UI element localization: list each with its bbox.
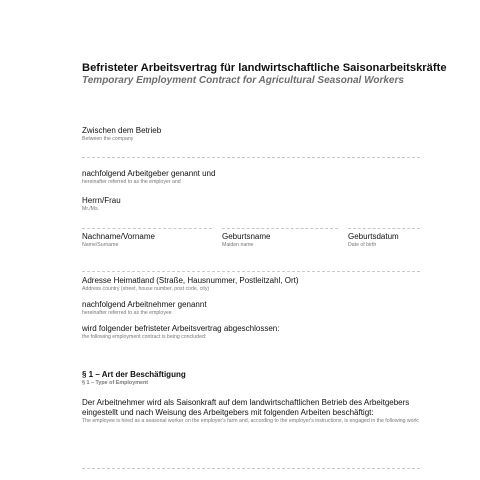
- name-label: Nachname/Vorname: [82, 232, 155, 241]
- address-translation: Address country (street, house number, post code, city): [82, 286, 210, 292]
- section-1-body-translation: The employee is hired as a seasonal worker on the employer's farm and, according to the employer's instructions, is engaged in the following work:: [82, 418, 420, 424]
- birthdate-field[interactable]: [348, 228, 420, 229]
- section-1-heading-translation: § 1 – Type of Employment: [82, 380, 149, 386]
- document-subtitle: Temporary Employment Contract for Agricultural Seasonal Workers: [82, 75, 404, 86]
- concluded-translation: the following employment contract is being concluded:: [82, 334, 207, 340]
- employer-label: nachfolgend Arbeitgeber genannt und: [82, 169, 216, 178]
- address-label: Adresse Heimatland (Straße, Hausnummer, Postleitzahl, Ort): [82, 276, 299, 285]
- employee-label: nachfolgend Arbeitnehmer genannt: [82, 300, 207, 309]
- name-field[interactable]: [82, 228, 212, 229]
- address-field[interactable]: [82, 271, 420, 272]
- birthdate-label: Geburtsdatum: [348, 232, 399, 241]
- section-1-body: Der Arbeitnehmer wird als Saisonkraft auf dem landwirtschaftlichen Betrieb des Arbeitgebers eingestellt und nach Weisung des Arbeitgebers mit folgenden Arbeiten beschäftigt:: [82, 398, 410, 417]
- between-company-translation: Between the company: [82, 136, 134, 142]
- employee-translation: hereinafter referred to as the employee: [82, 310, 172, 316]
- employer-translation: hereinafter referred to as the employer and: [82, 179, 181, 185]
- concluded-label: wird folgender befristeter Arbeitsvertrag abgeschlossen:: [82, 324, 280, 333]
- birthname-translation: Maiden name: [222, 242, 254, 248]
- document-title: Befristeter Arbeitsvertrag für landwirtschaftliche Saisonarbeitskräfte: [82, 62, 447, 74]
- section-1-heading: § 1 – Art der Beschäftigung: [82, 370, 186, 379]
- birthdate-translation: Date of birth: [348, 242, 377, 248]
- between-company-label: Zwischen dem Betrieb: [82, 126, 162, 135]
- birthname-label: Geburtsname: [222, 232, 271, 241]
- salutation-translation: Mr./Ms.: [82, 206, 100, 212]
- birthname-field[interactable]: [222, 228, 338, 229]
- name-translation: Name/Surname: [82, 242, 119, 248]
- company-name-field[interactable]: [82, 157, 420, 158]
- work-description-field[interactable]: [82, 468, 420, 469]
- salutation-label: Herrn/Frau: [82, 196, 121, 205]
